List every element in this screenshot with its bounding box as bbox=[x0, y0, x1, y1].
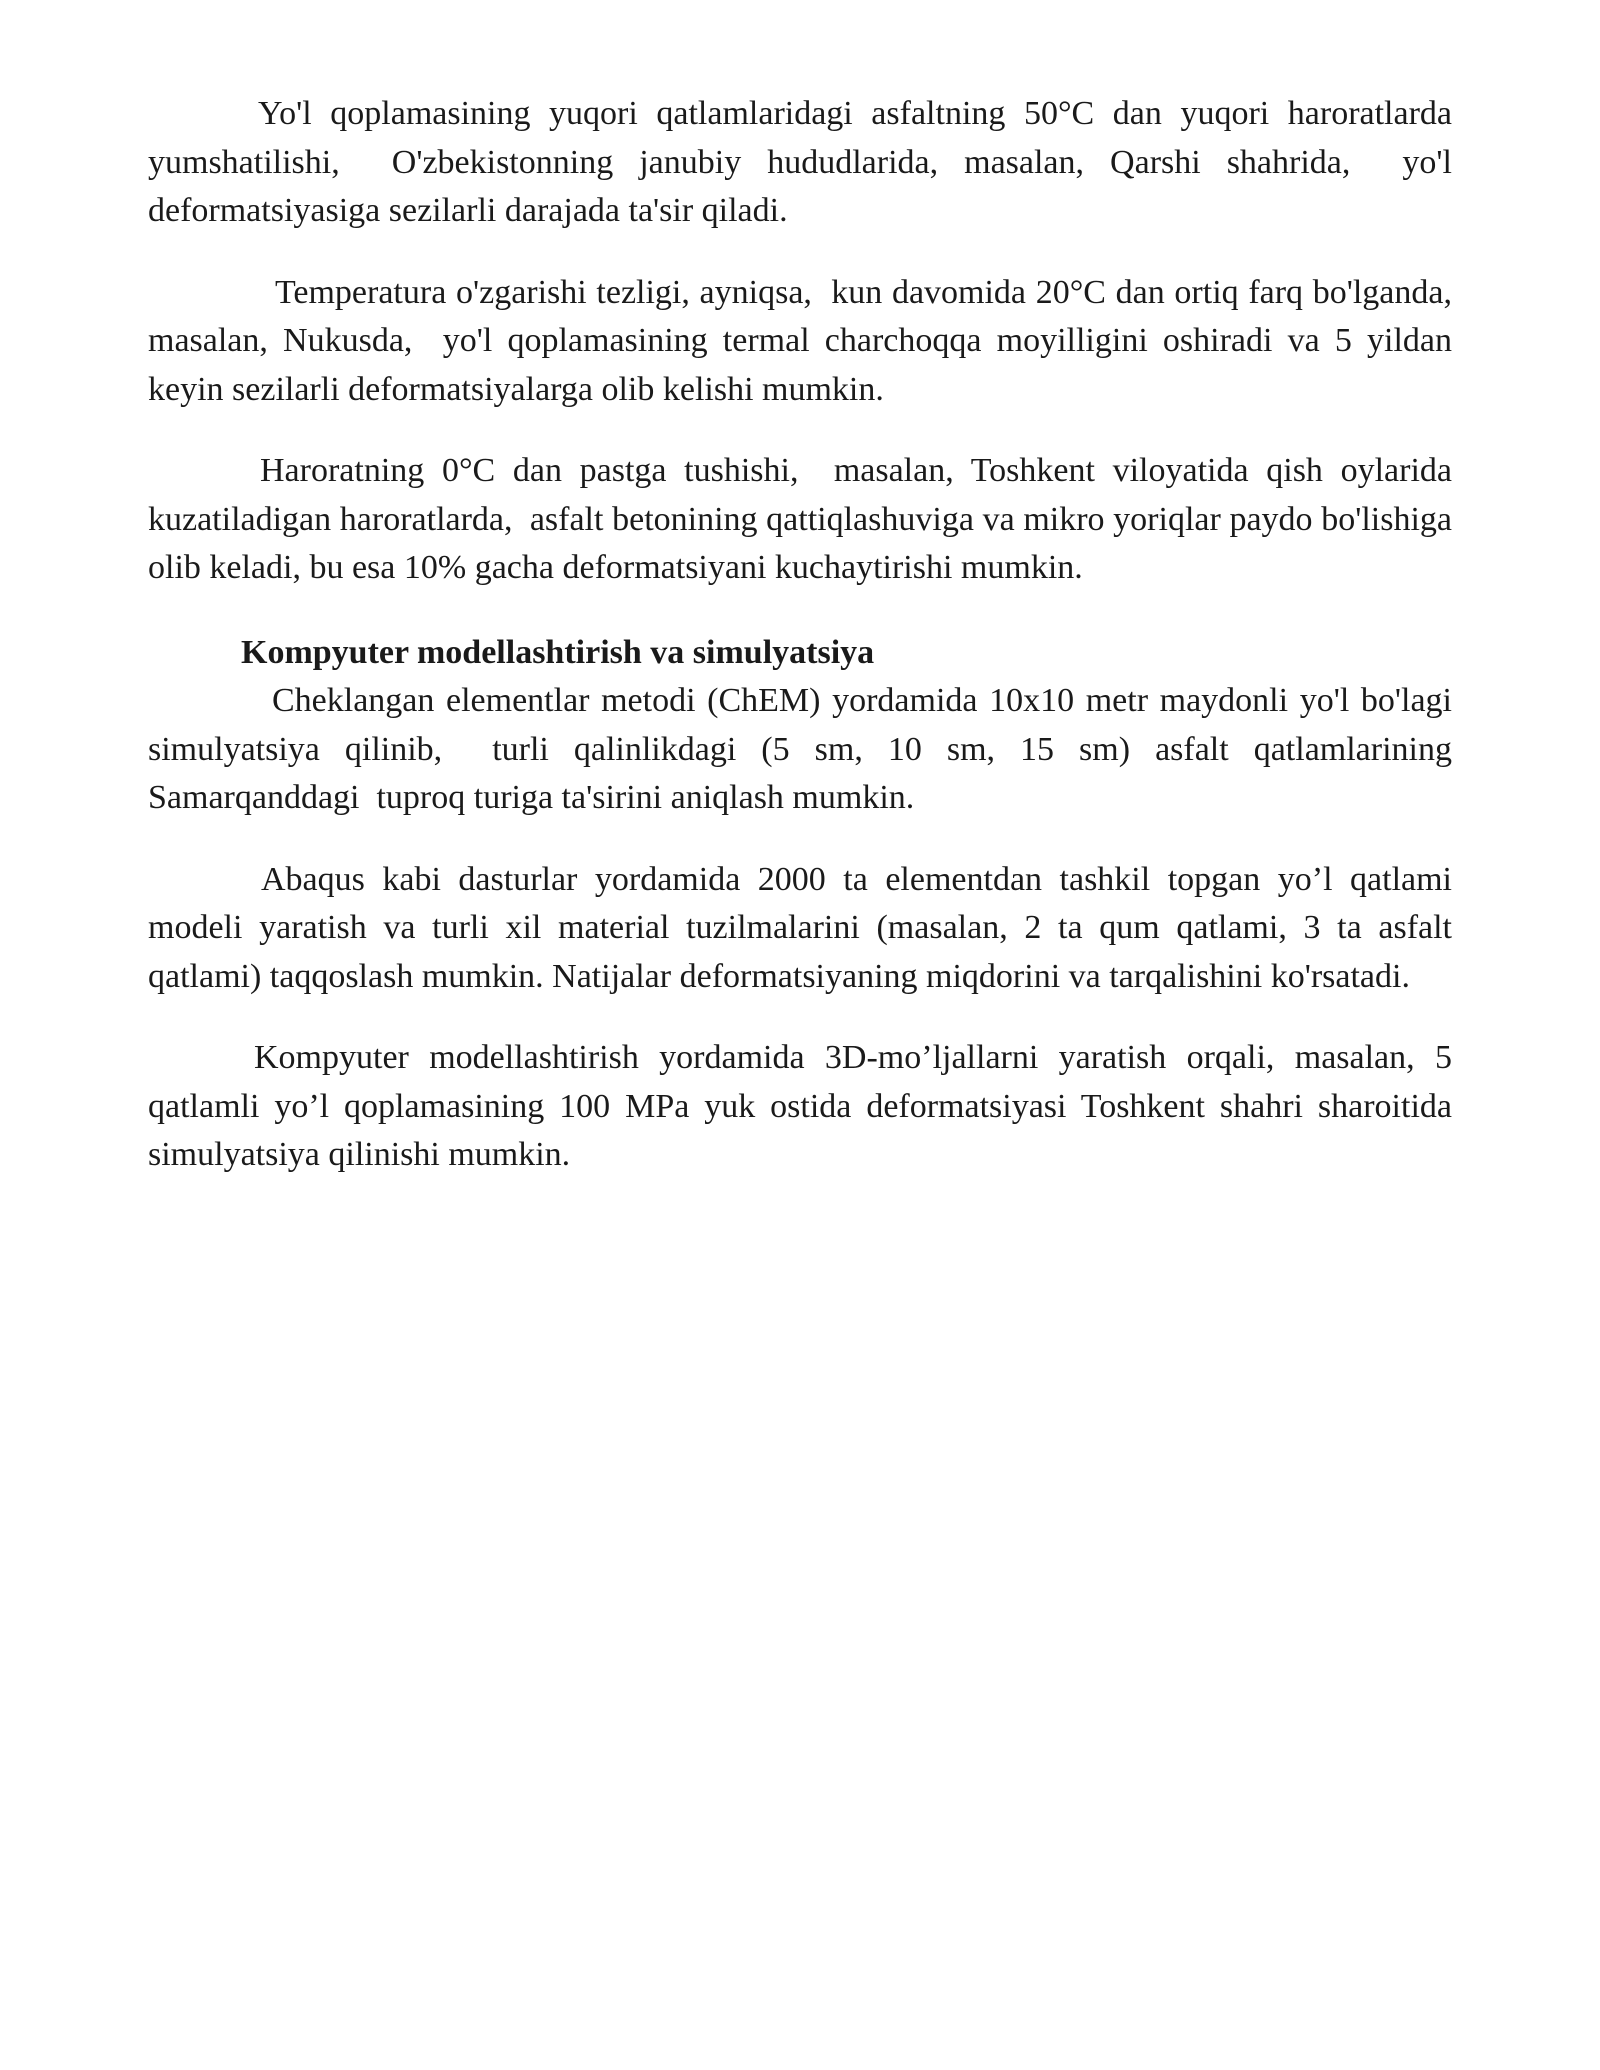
paragraph-3d-modeling: Kompyuter modellashtirish yordamida 3D-mo’ljallarni yaratish orqali, masalan, 5 qatlamli yo’l qoplamasining 100 MPa yuk ostida deformatsiyasi Toshkent shahri sharoitida simulyatsiya qilinishi mumkin. bbox=[148, 1039, 1461, 1173]
paragraph-fem-simulation: Cheklangan elementlar metodi (ChEM) yordamida 10x10 metr maydonli yo'l bo'lagi simulyatsiya qilinib, turli qalinlikdagi (5 sm, 10 sm, 15 sm) asfalt qatlamlarining Samarqanddagi tuproq turiga ta'sirini aniqlash mumkin. bbox=[148, 682, 1461, 816]
paragraph-freezing: Haroratning 0°C dan pastga tushishi, masalan, Toshkent viloyatida qish oylarida kuzatiladigan haroratlarda, asfalt betonining qattiqlashuviga va mikro yoriqlar paydo bo'lishiga olib keladi, bu esa 10% gacha deformatsiyani kuchaytirishi mumkin. bbox=[148, 452, 1461, 586]
document-page bbox=[148, 90, 1469, 1213]
paragraph-temperature-change: Temperatura o'zgarishi tezligi, ayniqsa, kun davomida 20°C dan ortiq farq bo'lganda, masalan, Nukusda, yo'l qoplamasining termal charchoqqa moyilligini oshiradi va 5 yildan keyin sezilarli deformatsiyalarga olib kelishi mumkin. bbox=[148, 273, 1469, 408]
section-heading: Kompyuter modellashtirish va simulyatsiya bbox=[241, 633, 875, 671]
paragraph-abaqus-model: Abaqus kabi dasturlar yordamida 2000 ta elementdan tashkil topgan yo’l qatlami modeli yaratish va turli xil material tuzilmalarini (masalan, 2 ta qum qatlami, 3 ta asfalt qatlami) taqqoslash mumkin. Natijalar deformatsiyaning miqdorini va tarqalishini ko'rsatadi. bbox=[148, 860, 1461, 995]
paragraph-asphalt-softening: Yo'l qoplamasining yuqori qatlamlaridagi asfaltning 50°C dan yuqori haroratlarda yumshatilishi, O'zbekistonning janubiy hududlarida, masalan, Qarshi shahrida, yo'l deformatsiyasiga sezilarli darajada ta'sir qiladi. bbox=[148, 95, 1461, 229]
